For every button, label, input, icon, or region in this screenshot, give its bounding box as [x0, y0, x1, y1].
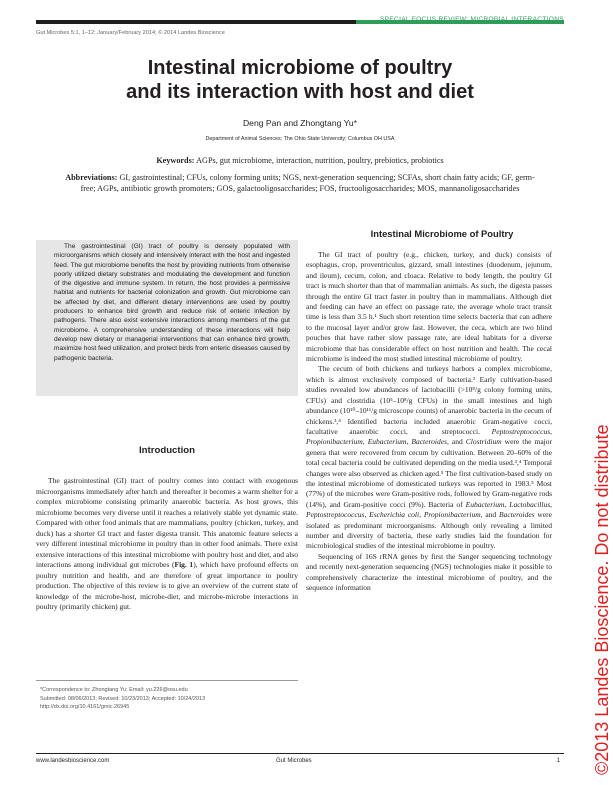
footnote-divider [36, 680, 298, 681]
title-line-2: and its interaction with host and diet [126, 81, 474, 103]
right-column [306, 250, 552, 593]
watermark-text: ©2013 Landes Bioscience. Do not distribute [592, 424, 612, 775]
correspondence: *Correspondence to: Zhongtang Yu; Email: yu.226@osu.edu [40, 687, 188, 693]
copyright-watermark [576, 195, 612, 785]
footer-journal: Gut Microbes [276, 758, 312, 764]
intro-text-a: The gastrointestinal (GI) tract of poultry comes into contact with exogenous microorganisms immediately after hatch and thereafter it becomes a warm shelter for a complex microbiome consisting primarily anaerobic bacteria. As host grows, this microbiome becomes very diverse until it reaches a relatively stable yet dynamic state. Compared with other food animals that are mammalians, poultry (chicken, turkey, and duck) has a shorter GI tract and faster digesta transit. This anatomic feature selects a very different intestinal microbiome in poultry than in other food animals. There exist extensive interactions of this intestinal microbiome with poultry host and diet, and also interactions among individual gut microbes ( [36, 476, 298, 569]
abbreviations [60, 173, 540, 194]
abbreviations-text: GI, gastrointestinal; CFUs, colony forming units; NGS, next-generation sequencing; SCFAs, short chain fatty acids; GF, germ-free; AGPs, antibiotic growth promoters; GOS, galactooligosaccharides; FOS, fructooligosaccharides; MOS, mannanoligosaccharides [80, 173, 535, 193]
page-number: 1 [556, 758, 560, 764]
intro-heading: Introduction [139, 445, 195, 456]
paragraph-gi-tract: The GI tract of poultry (e.g., chicken, turkey, and duck) consists of esophagus, crop, proventriculus, gizzard, small intestines (duodenum, jejunum, and ileum), cecum, colon, and cloaca. Relative to body length, the poultry GI tract is much shorter than that of mammalian animals. As such, the digesta passes through the entire GI tract faster in poultry than in mammalians. Although diet and feeding can have an effect on passage rate, the average whole tract transit time is less than 3.5 h.¹ Such short retention time selects bacteria that can adhere to the mucosal layer and/or grow fast. However, the ceca, which are two blind pouches that have rather slow passage rate, are ideal habitats for a diverse microbiome that has considerable effect on host nutrition and health. The cecal microbiome is indeed the most studied intestinal microbiome of poultry. [306, 250, 552, 364]
footer-website[interactable]: www.landesbioscience.com [36, 758, 110, 764]
intro-text-b: ), which have profound effects on poultry nutrition and health, and are therefore of great importance to poultry production. The objective of this review is to give an overview of the current state of knowledge of the microbe-host, microbe-diet, and microbe-microbe interactions in poultry (primarily chicken) gut. [36, 560, 299, 611]
keywords-label: Keywords: [156, 156, 195, 165]
paragraph-sequencing: Sequencing of 16S rRNA genes by first the Sanger sequencing technology and recently next-generation sequencing (NGS) technologies make it possible to comprehensively characterize the intestinal microbiome of poultry, and the sequence information [306, 551, 552, 592]
submission-dates: Submitted: 08/06/2013; Revised: 10/23/2013; Accepted: 10/24/2013 [40, 695, 206, 702]
section-tag: SPECIAL FOCUS REVIEW: MICROBIAL INTERACTIONS [379, 16, 564, 23]
keywords-text: AGPs, gut microbiome, interaction, nutrition, poultry, prebiotics, probiotics [196, 156, 444, 165]
doi-link[interactable]: http://dx.doi.org/10.4161/gmic.26945 [40, 704, 130, 711]
authors: Deng Pan and Zhongtang Yu* [242, 118, 358, 128]
footer-rule [36, 753, 564, 754]
abstract-text: The gastrointestinal (GI) tract of poultry is densely populated with microorganisms which closely and intensively interact with the host and ingested feed. The gut microbiome benefits the host by providing nutrients from otherwise poorly utilized dietary substrates and modulating the development and function of the digestive and immune system. In return, the host provides a permissive habitat and nutrients for bacterial colonization and growth. Gut microbiome can be affected by diet, and different dietary interventions are used by poultry producers to enhance bird growth and reduce risk of enteric infection by pathogens. There also exist extensive interactions among members of the gut microbiome. A comprehensive understanding of these interactions will help develop new dietary or managerial interventions that can enhance bird growth, maximize host feed utilization, and protect birds from enteric diseases caused by pathogenic bacteria. [54, 243, 290, 362]
figure-1-link[interactable]: Fig. 1 [174, 560, 194, 569]
affiliation: Department of Animal Sciences; The Ohio State University; Columbus OH USA [205, 136, 395, 142]
footnote [40, 686, 298, 712]
article-title [60, 56, 540, 104]
keywords [60, 156, 540, 166]
section-heading-microbiome: Intestinal Microbiome of Poultry [370, 228, 514, 239]
title-line-1: Intestinal microbiome of poultry [147, 57, 453, 79]
paragraph-cecum: The cecum of both chickens and turkeys harbors a complex microbiome, which is almost exclusively composed of bacteria.² Early cultivation-based studies revealed low abundances of lactobacilli (>10⁸/g colony forming units, CFUs) and clostridia (10⁵–10⁸/g CFUs) in the small intestines and high abundance (10¹⁰–10¹¹/g microscope counts) of anaerobic bacteria in the cecum of chickens.³,⁴ Identified bacteria included anaerobic Gram-negative cocci, facultative anaerobic cocci, and streptococci. Peptostreptococcus, Propionibacterium, Eubacterium, Bacteroides, and Clostridium were the major genera that were recovered from cecum by cultivation. Between 20–60% of the total cecal bacteria could be cultivated depending on the media used.³,⁴ Temporal changes were also observed as chicken aged.⁵ The first cultivation-based study on the intestinal microbiome of domesticated turkeys was reported in 1983.⁵ Most (77%) of the microbes were Gram-positive rods, followed by Gram-negative rods (14%), and Gram-positive cocci (9%). Bacteria of Eubacterium, Lactobacillus, Peptostreptococcus, Escherichia coli, Propionibacterium, and Bacteroides were isolated as predominant microorganisms. Although only revealing a limited number and diversity of bacteria, these early studies laid the foundation for microbiological studies of the intestinal microbiome in poultry. [306, 364, 552, 551]
abbreviations-label: Abbreviations: [65, 173, 118, 182]
journal-citation: Gut Microbes 5:1, 1–12; January/February 2014; © 2014 Landes Bioscience [36, 30, 225, 36]
intro-paragraph [36, 476, 298, 613]
